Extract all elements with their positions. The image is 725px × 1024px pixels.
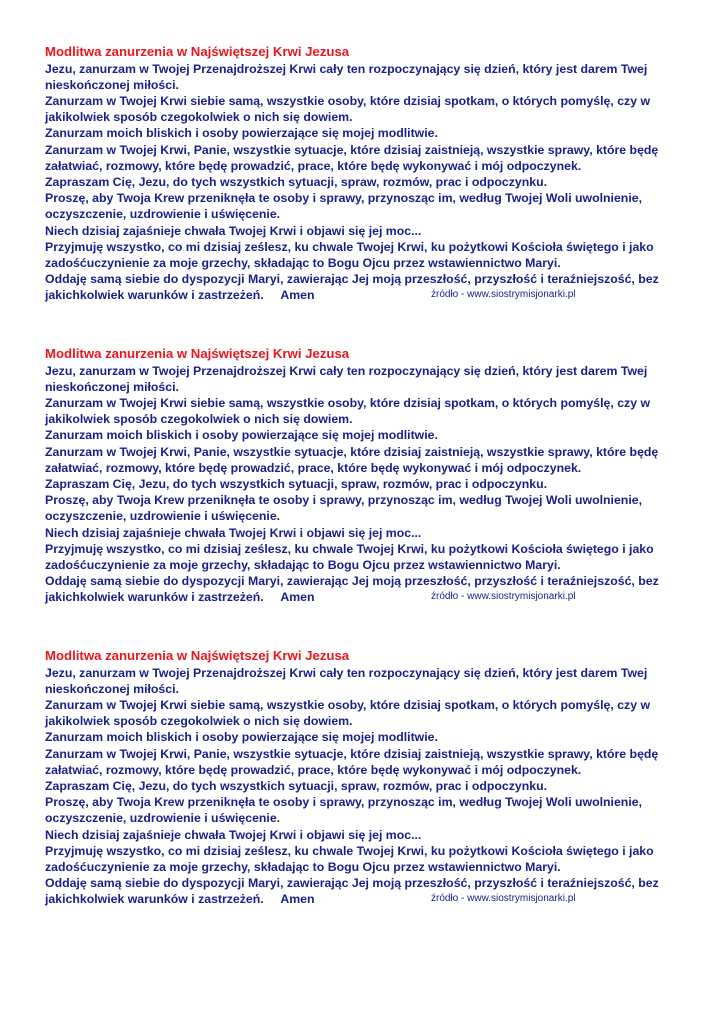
prayer-line: Jezu, zanurzam w Twojej Przenajdroższej Krwi cały ten rozpoczynający się dzień, który jest darem Twej	[45, 665, 648, 680]
prayer-line: Niech dzisiaj zajaśnieje chwała Twojej Krwi i objawi się jej moc...	[45, 223, 422, 238]
prayer-line: nieskończonej miłości.	[45, 77, 179, 92]
amen-line: jakichkolwiek warunków i zastrzeżeń. Amen	[45, 288, 315, 303]
prayer-line: Niech dzisiaj zajaśnieje chwała Twojej Krwi i objawi się jej moc...	[45, 827, 422, 842]
prayer-line: zadośćuczynienie za moje grzechy, składając to Bogu Ojcu przez wstawiennictwo Maryi.	[45, 255, 561, 270]
prayer-title: Modlitwa zanurzenia w Najświętszej Krwi Jezusa	[45, 44, 350, 59]
prayer-line: Niech dzisiaj zajaśnieje chwała Twojej Krwi i objawi się jej moc...	[45, 525, 422, 540]
prayer-title: Modlitwa zanurzenia w Najświętszej Krwi Jezusa	[45, 648, 350, 663]
prayer-last-line	[45, 287, 685, 303]
prayer-line: Zanurzam w Twojej Krwi siebie samą, wszystkie osoby, które dzisiaj spotkam, o których pomyślę, czy w	[45, 93, 651, 108]
prayer-line: Oddaję samą siebie do dyspozycji Maryi, zawierając Jej moją przeszłość, przyszłość i teraźniejszość, bez	[45, 876, 659, 891]
prayer-line: Oddaję samą siebie do dyspozycji Maryi, zawierając Jej moją przeszłość, przyszłość i teraźniejszość, bez	[45, 574, 659, 589]
prayer-card	[45, 346, 685, 606]
prayer-card	[45, 648, 685, 908]
prayer-line: załatwiać, rozmowy, które będę prowadzić, prace, które będę wykonywać i mój odpoczynek.	[45, 158, 582, 173]
prayer-line: Zanurzam moich bliskich i osoby powierzające się mojej modlitwie.	[45, 126, 438, 141]
prayer-line: Zapraszam Cię, Jezu, do tych wszystkich sytuacji, spraw, rozmów, prac i odpoczynku.	[45, 174, 548, 189]
prayer-line: Proszę, aby Twoja Krew przeniknęła te osoby i sprawy, przynosząc im, według Twojej Woli uwolnienie,	[45, 493, 642, 508]
prayer-line: nieskończonej miłości.	[45, 681, 179, 696]
prayer-line: Jezu, zanurzam w Twojej Przenajdroższej Krwi cały ten rozpoczynający się dzień, który jest darem Twej	[45, 363, 648, 378]
prayer-line: Zanurzam w Twojej Krwi, Panie, wszystkie sytuacje, które dzisiaj zaistnieją, wszystkie sprawy, które będę	[45, 142, 659, 157]
prayer-line: Zanurzam moich bliskich i osoby powierzające się mojej modlitwie.	[45, 428, 438, 443]
prayer-card	[45, 44, 685, 304]
prayer-last-line	[45, 891, 685, 907]
prayer-last-line	[45, 589, 685, 605]
prayer-line: Oddaję samą siebie do dyspozycji Maryi, zawierając Jej moją przeszłość, przyszłość i teraźniejszość, bez	[45, 272, 659, 287]
prayer-line: Przyjmuję wszystko, co mi dzisiaj ześlesz, ku chwale Twojej Krwi, ku pożytkowi Kościoła świętego i jako	[45, 541, 654, 556]
prayer-line: załatwiać, rozmowy, które będę prowadzić, prace, które będę wykonywać i mój odpoczynek.	[45, 762, 582, 777]
prayer-line: jakikolwiek sposób czegokolwiek o nich się dowiem.	[45, 412, 353, 427]
amen-line: jakichkolwiek warunków i zastrzeżeń. Amen	[45, 892, 315, 907]
prayer-line: jakikolwiek sposób czegokolwiek o nich się dowiem.	[45, 714, 353, 729]
source-note: źródło - www.siostrymisjonarki.pl	[431, 893, 576, 905]
prayer-line: Przyjmuję wszystko, co mi dzisiaj ześlesz, ku chwale Twojej Krwi, ku pożytkowi Kościoła świętego i jako	[45, 239, 654, 254]
prayer-line: Proszę, aby Twoja Krew przeniknęła te osoby i sprawy, przynosząc im, według Twojej Woli uwolnienie,	[45, 795, 642, 810]
prayer-line: Zanurzam w Twojej Krwi siebie samą, wszystkie osoby, które dzisiaj spotkam, o których pomyślę, czy w	[45, 697, 651, 712]
amen-line: jakichkolwiek warunków i zastrzeżeń. Amen	[45, 590, 315, 605]
prayer-line: Proszę, aby Twoja Krew przeniknęła te osoby i sprawy, przynosząc im, według Twojej Woli uwolnienie,	[45, 191, 642, 206]
prayer-line: załatwiać, rozmowy, które będę prowadzić, prace, które będę wykonywać i mój odpoczynek.	[45, 460, 582, 475]
prayer-line: zadośćuczynienie za moje grzechy, składając to Bogu Ojcu przez wstawiennictwo Maryi.	[45, 859, 561, 874]
source-note: źródło - www.siostrymisjonarki.pl	[431, 289, 576, 301]
prayer-title: Modlitwa zanurzenia w Najświętszej Krwi Jezusa	[45, 346, 350, 361]
prayer-line: Zanurzam w Twojej Krwi siebie samą, wszystkie osoby, które dzisiaj spotkam, o których pomyślę, czy w	[45, 395, 651, 410]
prayer-line: zadośćuczynienie za moje grzechy, składając to Bogu Ojcu przez wstawiennictwo Maryi.	[45, 557, 561, 572]
prayer-line: oczyszczenie, uzdrowienie i uświęcenie.	[45, 207, 281, 222]
prayer-line: Zanurzam moich bliskich i osoby powierzające się mojej modlitwie.	[45, 730, 438, 745]
prayer-line: jakikolwiek sposób czegokolwiek o nich się dowiem.	[45, 110, 353, 125]
prayer-line: Zanurzam w Twojej Krwi, Panie, wszystkie sytuacje, które dzisiaj zaistnieją, wszystkie sprawy, które będę	[45, 444, 659, 459]
prayer-line: Zapraszam Cię, Jezu, do tych wszystkich sytuacji, spraw, rozmów, prac i odpoczynku.	[45, 778, 548, 793]
prayer-line: nieskończonej miłości.	[45, 379, 179, 394]
source-note: źródło - www.siostrymisjonarki.pl	[431, 591, 576, 603]
prayer-line: oczyszczenie, uzdrowienie i uświęcenie.	[45, 509, 281, 524]
prayer-line: Przyjmuję wszystko, co mi dzisiaj ześlesz, ku chwale Twojej Krwi, ku pożytkowi Kościoła świętego i jako	[45, 843, 654, 858]
prayer-line: Zanurzam w Twojej Krwi, Panie, wszystkie sytuacje, które dzisiaj zaistnieją, wszystkie sprawy, które będę	[45, 746, 659, 761]
prayer-line: Zapraszam Cię, Jezu, do tych wszystkich sytuacji, spraw, rozmów, prac i odpoczynku.	[45, 476, 548, 491]
prayer-line: oczyszczenie, uzdrowienie i uświęcenie.	[45, 811, 281, 826]
prayer-line: Jezu, zanurzam w Twojej Przenajdroższej Krwi cały ten rozpoczynający się dzień, który jest darem Twej	[45, 61, 648, 76]
